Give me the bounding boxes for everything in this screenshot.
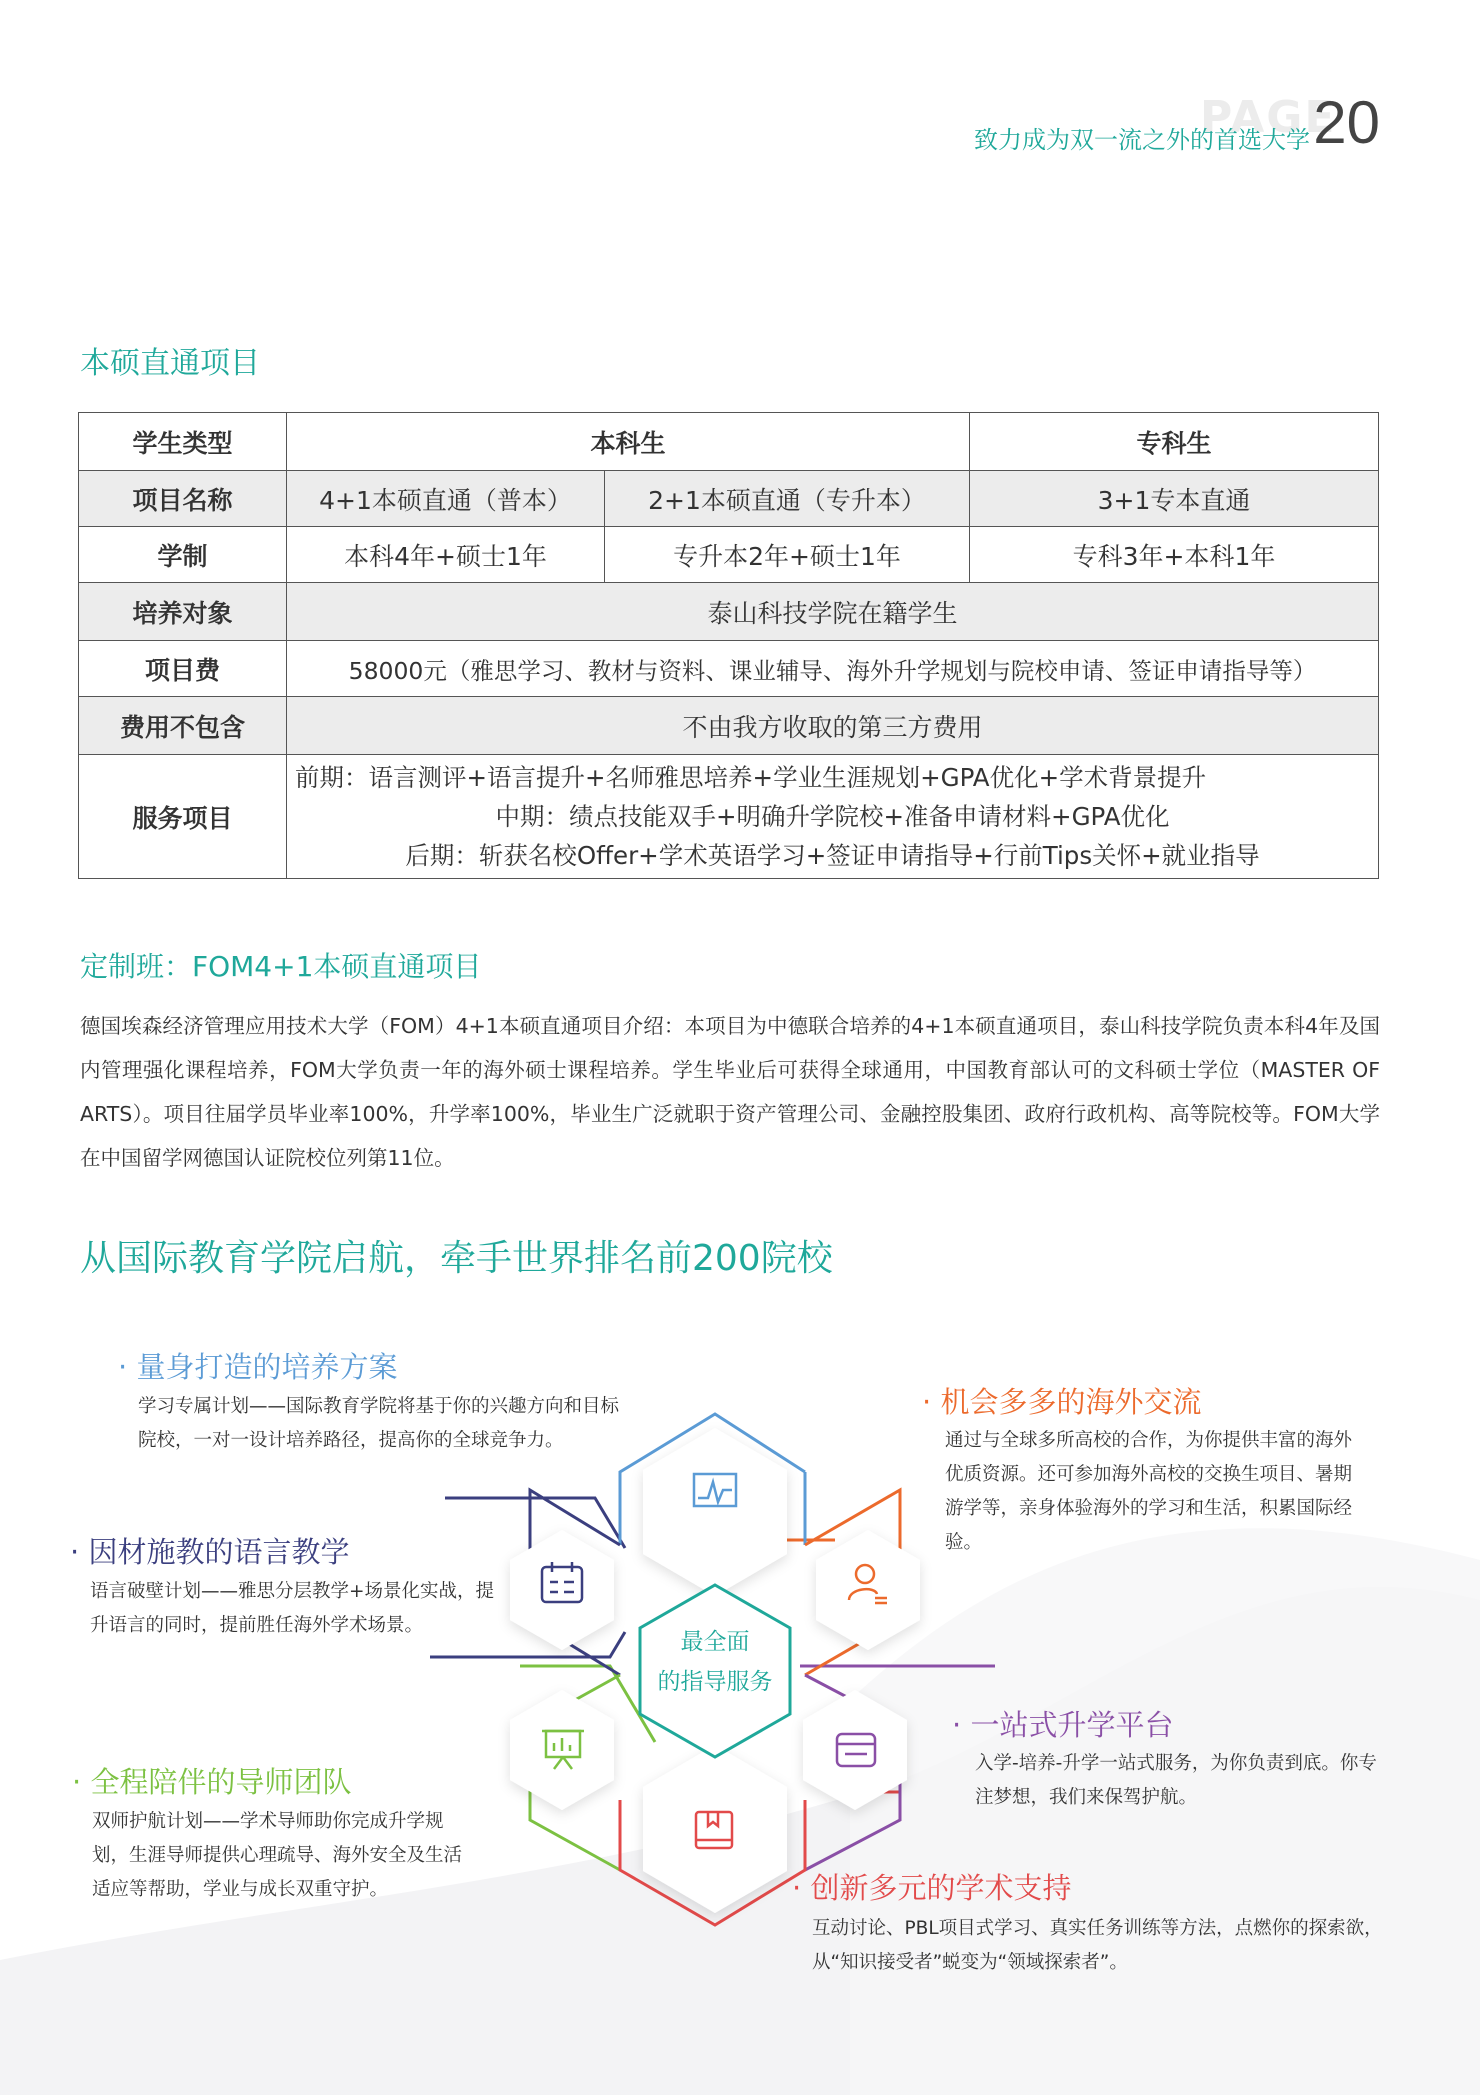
section-title-fom: 定制班：FOM4+1本硕直通项目 — [80, 950, 482, 983]
table-cell: 项目费 — [79, 641, 287, 697]
table-cell: 专科3年+本科1年 — [970, 527, 1379, 583]
table-cell: 培养对象 — [79, 583, 287, 641]
table-cell: 专科生 — [970, 413, 1379, 471]
bullet-dot: · — [952, 1708, 971, 1742]
table-cell: 3+1专本直通 — [970, 471, 1379, 527]
page-watermark-word: PAGE — [1200, 92, 1337, 143]
table-cell: 本科4年+硕士1年 — [287, 527, 605, 583]
table-cell: 服务项目 — [79, 755, 287, 879]
fom-intro-paragraph: 德国埃森经济管理应用技术大学（FOM）4+1本硕直通项目介绍：本项目为中德联合培养的4+1本硕直通项目，泰山科技学院负责本科4年及国内管理强化课程培养，FOM大学负责一年的海外硕士课程培养。学生毕业后可获得全球通用，中国教育部认可的文科硕士学位（MASTER OF ARTS）。项目往届学员毕业率100%，升学率100%，毕业生广泛就职于资产管理公司、金融控股集团、政府行政机构、高等院校等。FOM大学在中国留学网德国认证院校位列第11位。 — [80, 1014, 1380, 1170]
feature-desc-one-stop: 入学-培养-升学一站式服务，为你负责到底。你专注梦想，我们来保驾护航。 — [975, 1753, 1377, 1808]
table-cell: 4+1本硕直通（普本） — [287, 471, 605, 527]
presentation-board-icon — [540, 1725, 586, 1773]
chart-line-icon — [690, 1470, 740, 1510]
bullet-dot: · — [792, 1871, 811, 1905]
feature-title-one-stop: · 一站式升学平台 — [952, 1708, 1174, 1742]
feature-desc-tailored: 学习专属计划——国际教育学院将基于你的兴趣方向和目标院校，一对一设计培养路径，提高你的全球竞争力。 — [138, 1396, 620, 1451]
feature-title-mentors: · 全程陪伴的导师团队 — [72, 1765, 352, 1799]
feature-desc-overseas: 通过与全球多所高校的合作，为你提供丰富的海外优质资源。还可参加海外高校的交换生项目、暑期游学等，亲身体验海外的学习和生活，积累国际经验。 — [945, 1430, 1353, 1553]
table-cell: 学生类型 — [79, 413, 287, 471]
services-late: 后期：斩获名校Offer+学术英语学习+签证申请指导+行前Tips关怀+就业指导 — [405, 841, 1260, 870]
bullet-dot: · — [72, 1765, 91, 1799]
header-slogan: 致力成为双一流之外的首选大学 — [974, 126, 1310, 154]
hub-label-line2: 的指导服务 — [657, 1669, 773, 1695]
services-early: 前期：语言测评+语言提升+名师雅思培养+学业生涯规划+GPA优化+学术背景提升 — [295, 763, 1207, 792]
window-card-icon — [833, 1728, 879, 1772]
bullet-dot: · — [118, 1350, 137, 1384]
section-title-launch: 从国际教育学院启航，牵手世界排名前200院校 — [80, 1238, 833, 1279]
feature-desc-academic: 互动讨论、PBL项目式学习、真实任务训练等方法，点燃你的探索欲，从“知识接受者”蜕变为“领域探索者”。 — [812, 1918, 1383, 1973]
table-cell: 费用不包含 — [79, 697, 287, 755]
table-cell: 专升本2年+硕士1年 — [605, 527, 970, 583]
table-cell: 学制 — [79, 527, 287, 583]
table-cell: 58000元（雅思学习、教材与资料、课业辅导、海外升学规划与院校申请、签证申请指导等） — [287, 641, 1379, 697]
section-title-program: 本硕直通项目 — [80, 346, 260, 381]
feature-title-overseas: · 机会多多的海外交流 — [922, 1385, 1202, 1419]
feature-title-tailored: · 量身打造的培养方案 — [118, 1350, 398, 1384]
hub-label-line1: 最全面 — [680, 1629, 750, 1655]
table-cell: 2+1本硕直通（专升本） — [605, 471, 970, 527]
feature-desc-language: 语言破壁计划——雅思分层教学+场景化实战，提升语言的同时，提前胜任海外学术场景。 — [90, 1581, 495, 1636]
book-icon — [690, 1808, 740, 1854]
table-cell: 不由我方收取的第三方费用 — [287, 697, 1379, 755]
user-profile-icon — [845, 1560, 891, 1606]
calendar-icon — [538, 1560, 586, 1606]
table-cell: 项目名称 — [79, 471, 287, 527]
table-cell: 本科生 — [287, 413, 970, 471]
feature-title-language: · 因材施教的语言教学 — [70, 1535, 350, 1569]
bullet-dot: · — [922, 1385, 941, 1419]
table-cell: 泰山科技学院在籍学生 — [287, 583, 1379, 641]
hub-label — [640, 1622, 790, 1702]
page-number: 20 — [1313, 89, 1380, 156]
bullet-dot: · — [70, 1535, 89, 1569]
feature-desc-mentors: 双师护航计划——学术导师助你完成升学规划，生涯导师提供心理疏导、海外安全及生活适应等帮助，学业与成长双重守护。 — [92, 1811, 463, 1900]
feature-title-academic: · 创新多元的学术支持 — [792, 1871, 1072, 1905]
services-middle: 中期：绩点技能双手+明确升学院校+准备申请材料+GPA优化 — [495, 802, 1170, 831]
